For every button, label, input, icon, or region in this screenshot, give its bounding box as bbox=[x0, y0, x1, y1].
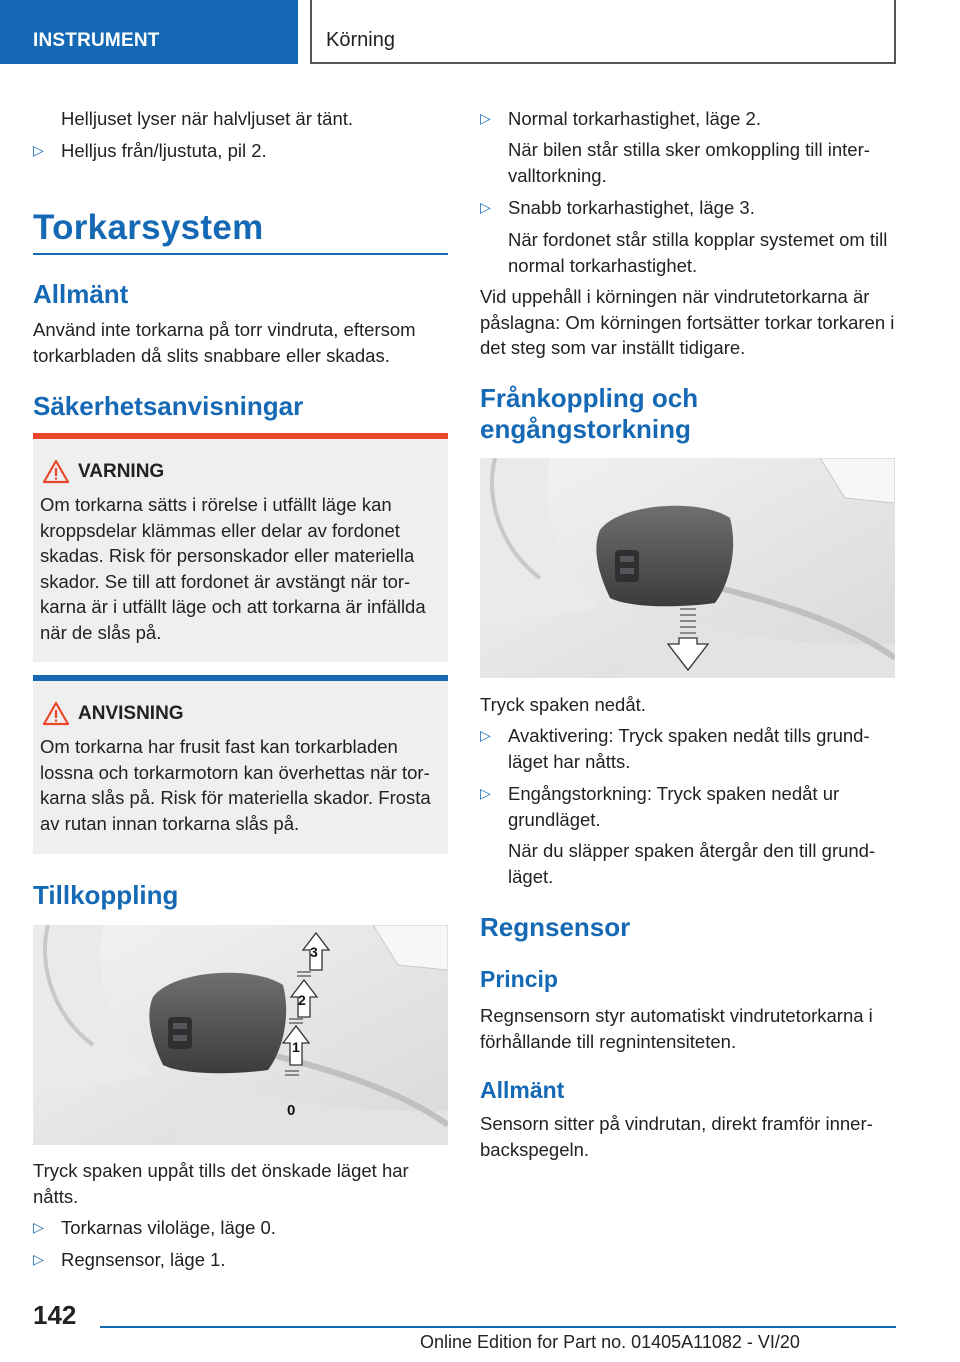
warning-title: VARNING bbox=[78, 461, 165, 482]
list-item: ▷ Helljus från/ljustuta, pil 2. bbox=[33, 138, 448, 164]
subheading-off: Frånkoppling och engångstorkning bbox=[480, 383, 699, 444]
warning-text: Om torkarna sätts i rörelse i utfällt läge kan kroppsdelar klämmas eller delar av fordonet skadas. Risk för personskador eller materiella skador. Se till att fordonet är avstängt när torkarna är i utfällt läge och att torkarna är infällda när de slås på. bbox=[40, 494, 426, 643]
subheading-rain: Regnsensor bbox=[480, 912, 631, 942]
warning-bar bbox=[33, 433, 448, 439]
header-chapter-tab: Körning bbox=[310, 0, 896, 64]
notice-title: ANVISNING bbox=[78, 703, 184, 724]
general-text-right: Sensorn sitter på vindrutan, direkt framför innerbackspegeln. bbox=[480, 1113, 873, 1160]
header-section-tab: INSTRUMENT bbox=[0, 0, 298, 64]
list-item: ▷ Torkarnas viloläge, läge 0. bbox=[33, 1215, 448, 1241]
wiper-lever-up-figure bbox=[33, 925, 448, 1145]
figure-label-1: 1 bbox=[292, 1039, 300, 1055]
subheading-safety: Säkerhetsanvisningar bbox=[33, 391, 304, 421]
figure-label-0: 0 bbox=[287, 1102, 296, 1119]
heading-rule bbox=[33, 253, 448, 255]
subheading-principle: Princip bbox=[480, 966, 558, 992]
triangle-bullet-icon: ▷ bbox=[480, 199, 491, 215]
general-text: Använd inte torkarna på torr vindruta, eftersom torkarbladen då slits snabbare eller skadas. bbox=[33, 319, 416, 366]
subheading-general: Allmänt bbox=[33, 279, 129, 309]
figure-label-3: 3 bbox=[310, 944, 318, 960]
wiper-lever-down-figure bbox=[480, 458, 895, 678]
triangle-bullet-icon: ▷ bbox=[33, 1251, 44, 1267]
list-item-subtext: När bilen står stilla sker omkoppling till intervalltorkning. bbox=[508, 139, 870, 186]
subheading-general-right: Allmänt bbox=[480, 1077, 565, 1103]
triangle-bullet-icon: ▷ bbox=[480, 785, 491, 801]
list-item: ▷ Normal torkarhastighet, läge 2. bbox=[480, 106, 895, 132]
list-item: ▷ Regnsensor, läge 1. bbox=[33, 1247, 448, 1273]
list-item: ▷ Avaktivering: Tryck spaken nedåt tills grundläget har nåtts. bbox=[480, 725, 870, 772]
list-item-subtext: När fordonet står stilla kopplar systemet om till normal torkarhastighet. bbox=[508, 229, 888, 276]
figure-label-2: 2 bbox=[298, 992, 306, 1008]
footer-rule bbox=[100, 1326, 896, 1328]
principle-text: Regnsensorn styr automatiskt vindrutetorkarna i förhållande till regnintensiteten. bbox=[480, 1005, 873, 1052]
list-item-subtext: När du släpper spaken återgår den till grundläget. bbox=[508, 840, 876, 887]
triangle-bullet-icon: ▷ bbox=[33, 142, 44, 158]
intro-text: Helljuset lyser när halvljuset är tänt. bbox=[61, 108, 354, 129]
edition-text: Online Edition for Part no. 01405A11082 - VI/20 bbox=[420, 1332, 800, 1352]
warning-triangle-icon bbox=[42, 459, 70, 484]
page-number: 142 bbox=[33, 1300, 77, 1330]
warning-box bbox=[33, 433, 448, 662]
subheading-engage: Tillkoppling bbox=[33, 880, 179, 910]
off-instruction: Tryck spaken nedåt. bbox=[480, 694, 646, 715]
list-item: ▷ Engångstorkning: Tryck spaken nedåt ur grundläget. bbox=[480, 783, 840, 830]
section-heading: Torkarsystem bbox=[33, 208, 264, 247]
warning-triangle-icon bbox=[42, 701, 70, 726]
triangle-bullet-icon: ▷ bbox=[33, 1219, 44, 1235]
notice-bar bbox=[33, 675, 448, 681]
triangle-bullet-icon: ▷ bbox=[480, 110, 491, 126]
notice-box bbox=[33, 675, 448, 854]
interrupt-text: Vid uppehåll i körningen när vindrutetorkarna är påslagna: Om körningen fortsätter torkar torkaren i det steg som var inställt tidigare. bbox=[480, 286, 895, 358]
engage-instruction: Tryck spaken uppåt tills det önskade läget har nåtts. bbox=[33, 1160, 409, 1207]
triangle-bullet-icon: ▷ bbox=[480, 727, 491, 743]
notice-text: Om torkarna har frusit fast kan torkarbladen lossna och torkarmotorn kan överhettas när torkarna slås på. Risk för materiella skador. Frosta av rutan innan torkarna slås på. bbox=[40, 736, 431, 834]
list-item: ▷ Snabb torkarhastighet, läge 3. bbox=[480, 195, 895, 221]
